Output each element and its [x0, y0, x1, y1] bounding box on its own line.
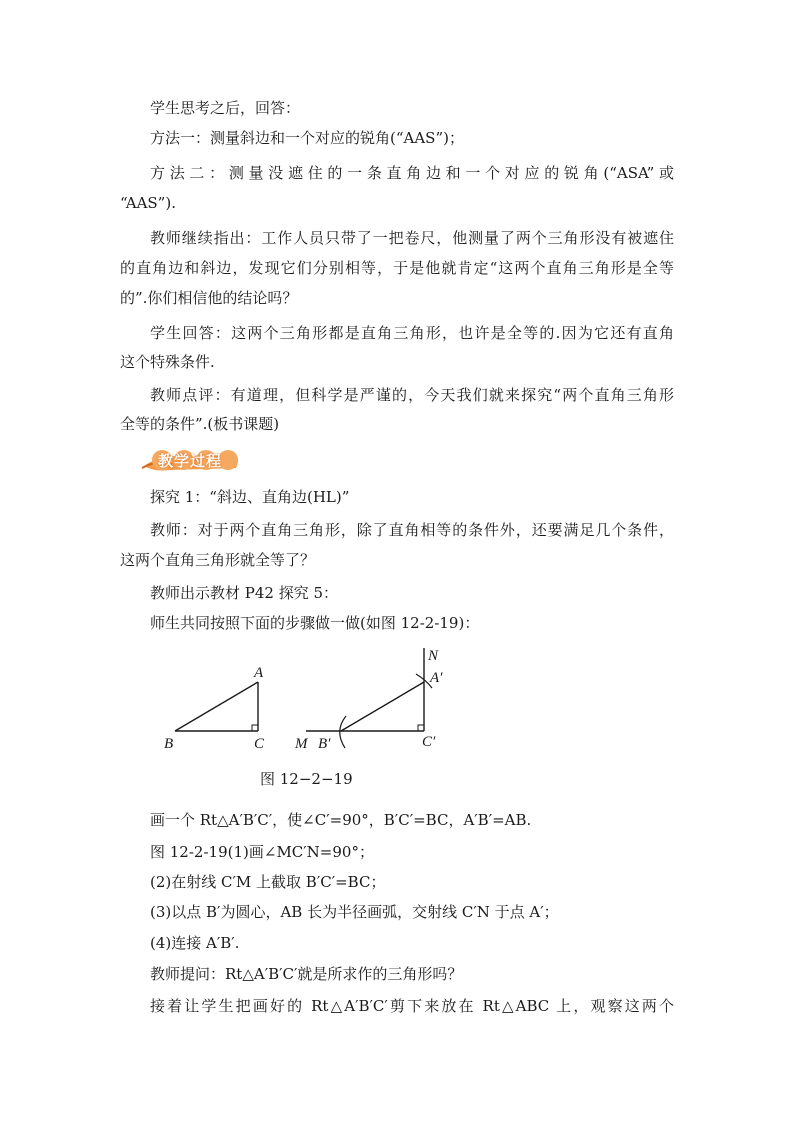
label-n: N	[428, 648, 439, 664]
paragraph-textbook-reference: 教师出示教材 P42 探究 5：	[150, 584, 339, 602]
paragraph-student-reply-line1: 学生回答：这两个三角形都是直角三角形，也许是全等的.因为它还有直角	[150, 324, 674, 342]
paragraph-steps-intro: 师生共同按照下面的步骤做一做(如图 12-2-19)：	[150, 614, 480, 632]
paragraph-step-two: (2)在射线 C′M 上截取 B′C′=BC；	[150, 873, 386, 891]
section-banner	[140, 446, 240, 474]
paragraph-students-answer: 学生思考之后，回答：	[150, 99, 301, 117]
paragraph-explore-one: 探究 1：“斜边、直角边(HL)”	[150, 488, 350, 506]
paragraph-step-one: 图 12-2-19(1)画∠MC′N=90°；	[150, 843, 374, 861]
paragraph-teacher-question-line1: 教师：对于两个直角三角形，除了直角相等的条件外，还要满足几个条件，	[150, 521, 674, 539]
label-c-prime: C′	[422, 734, 436, 750]
right-angle-mark-c	[252, 725, 258, 731]
banner-label: 教学过程	[158, 452, 223, 470]
segment-a2-b2	[341, 682, 424, 731]
label-a-prime: A′	[430, 670, 443, 686]
arc-at-b2	[340, 716, 346, 748]
paragraph-teacher-question-line2: 这两个直角三角形就全等了？	[120, 551, 316, 569]
segment-ab	[175, 682, 258, 731]
label-m: M	[295, 736, 308, 752]
paragraph-cut-and-compare: 接着让学生把画好的 Rt△A′B′C′剪下来放在 Rt△ABC 上，观察这两个	[150, 997, 674, 1015]
paragraph-teacher-comment-line2: 全等的条件”.(板书课题)	[120, 415, 280, 433]
geometry-figure	[150, 640, 470, 755]
paragraph-draw-triangle: 画一个 Rt△A′B′C′，使∠C′=90°，B′C′=BC，A′B′=AB.	[150, 811, 532, 829]
paragraph-teacher-points-line1: 教师继续指出：工作人员只带了一把卷尺，他测量了两个三角形没有被遮住	[150, 229, 674, 247]
paragraph-student-reply-line2: 这个特殊条件.	[120, 353, 215, 371]
paragraph-teacher-asks: 教师提问：Rt△A′B′C′就是所求作的三角形吗？	[150, 965, 463, 983]
paragraph-method-one: 方法一：测量斜边和一个对应的锐角(“AAS”)；	[150, 129, 464, 147]
paragraph-step-four: (4)连接 A′B′.	[150, 934, 240, 952]
paragraph-method-two-line1: 方法二：测量没遮住的一条直角边和一个对应的锐角(“ASA”或	[150, 164, 674, 182]
label-c: C	[254, 736, 265, 752]
paragraph-teacher-points-line3: 的”.你们相信他的结论吗？	[120, 289, 298, 307]
paragraph-teacher-comment-line1: 教师点评：有道理，但科学是严谨的，今天我们就来探究“两个直角三角形	[150, 386, 674, 404]
paragraph-method-two-line2: “AAS”).	[120, 194, 176, 212]
label-b: B	[164, 736, 174, 752]
label-b-prime: B′	[318, 736, 331, 752]
paragraph-step-three: (3)以点 B′为圆心，AB 长为半径画弧，交射线 C′N 于点 A′；	[150, 903, 559, 921]
label-a: A	[254, 665, 264, 681]
figure-caption: 图 12−2−19	[260, 770, 353, 788]
paragraph-teacher-points-line2: 的直角边和斜边，发现它们分别相等，于是他就肯定“这两个直角三角形是全等	[120, 259, 674, 277]
right-angle-mark-c2	[418, 725, 424, 731]
